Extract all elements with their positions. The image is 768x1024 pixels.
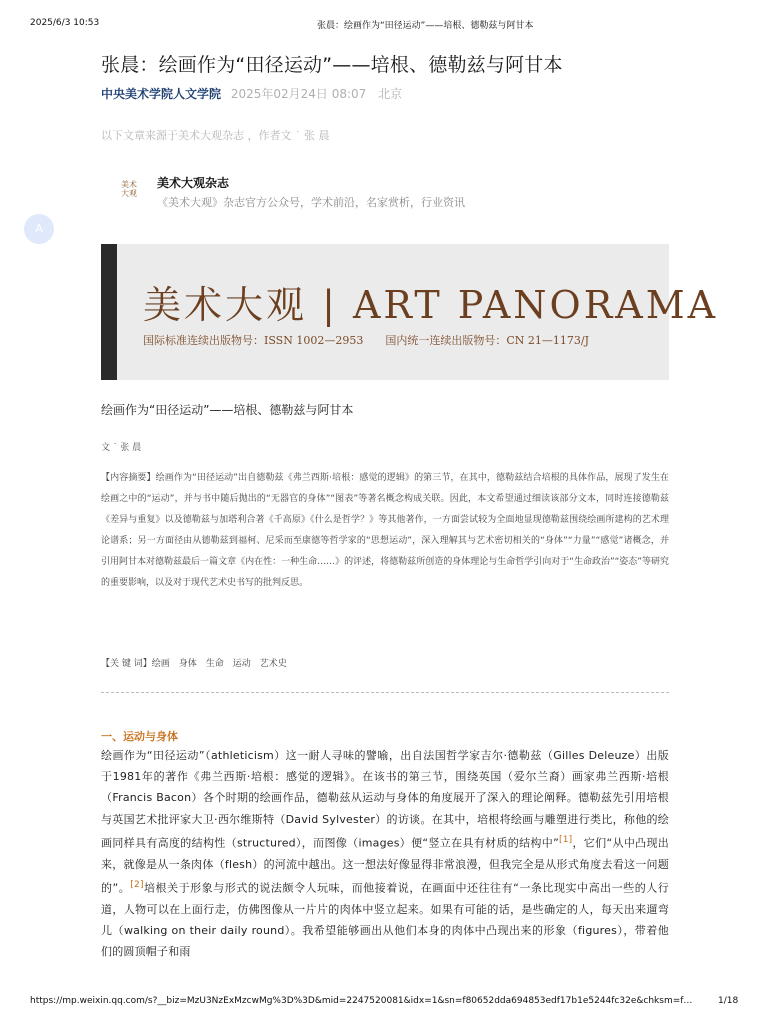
banner-issn: 国际标准连续出版物号：ISSN 1002—2953 国内统一连续出版物号：CN 21—1173/J xyxy=(143,334,589,347)
section-heading: 一、运动与身体 xyxy=(101,730,178,743)
print-page-number: 1/18 xyxy=(718,996,739,1006)
paragraph-text: 培根关于形象与形式的说法颇令人玩味，而他接着说，在画面中还往往有“一条比现实中高出一些的人行道，人物可以在上面行走，仿佛图像从一片片的肉体中竖立起来。如果有可能的话，是些确定的人，每天出来遛弯儿（walking on their daily round）。我希望能够画出从他们本身的肉体中凸现出来的形象（figures），带着他们的圆顶帽子和雨 xyxy=(101,881,669,959)
account-logo[interactable]: 美术 大观 xyxy=(121,180,137,198)
section-divider xyxy=(101,692,669,693)
print-url: https://mp.weixin.qq.com/s?__biz=MzU3NzExMzcwMg%3D%3D&mid=2247520081&idx=1&sn=f80652dda694853edf17b1e5244fc32e&chksm=f… xyxy=(30,996,693,1006)
account-description: 《美术大观》杂志官方公众号，学术前沿，名家赏析，行业资讯 xyxy=(157,196,465,209)
article-author: 文 ˙ 张 晨 xyxy=(101,443,142,453)
article-title: 张晨：绘画作为“田径运动”——培根、德勒兹与阿甘本 xyxy=(101,54,563,76)
body-paragraph xyxy=(101,745,669,962)
print-datetime: 2025/6/3 10:53 xyxy=(30,18,100,28)
paragraph-text: ，它们“从中凸现出来，就像是从一条肉体（flesh）的河流中越出。这一想法好像显得非常浪漫，但我完全是从形式角度去看这一问题的”。 xyxy=(101,836,670,895)
source-account-link[interactable]: 中央美术学院人文学院 xyxy=(101,87,222,101)
banner-dark-bar xyxy=(101,244,117,380)
magazine-banner-image xyxy=(101,244,719,380)
account-name[interactable]: 美术大观杂志 xyxy=(157,176,230,190)
floating-action-button[interactable]: A xyxy=(24,214,54,244)
publish-date: 2025年02月24日 08:07 xyxy=(230,87,367,101)
article-meta xyxy=(101,85,402,102)
article-abstract: 【内容摘要】绘画作为“田径运动”出自德勒兹《弗兰西斯·培根：感觉的逻辑》的第三节，在其中，德勒兹结合培根的具体作品，展现了发生在绘画之中的“运动”，并与书中随后抛出的“无器官的身体”“图表”等著名概念构成关联。因此，本文希望通过细读该部分文本，同时连接德勒兹《差异与重复》以及德勒兹与加塔利合著《千高原》《什么是哲学？》等其他著作，一方面尝试较为全面地显现德勒兹围绕绘画所建构的艺术理论谱系；另一方面径由从德勒兹到福柯、尼采而至康德等哲学家的“思想运动”，深入理解其与艺术密切相关的“身体”“力量”“感觉”诸概念，并引用阿甘本对德勒兹最后一篇文章《内在性：一种生命……》的评述，将德勒兹所创造的身体理论与生命哲学引向对于“生命政治”“姿态”等研究的重要影响，以及对于现代艺术史书写的批判反思。 xyxy=(101,473,669,588)
article-subtitle: 绘画作为“田径运动”——培根、德勒兹与阿甘本 xyxy=(101,403,354,417)
article-keywords: 【关 键 词】绘画 身体 生命 运动 艺术史 xyxy=(101,659,287,669)
banner-logo: 美术大观 | ART PANORAMA xyxy=(143,283,719,327)
publish-location: 北京 xyxy=(378,87,403,101)
paragraph-text: 绘画作为“田径运动”（athleticism）这一耐人寻味的譬喻，出自法国哲学家吉尔·德勒兹（Gilles Deleuze）出版于1981年的著作《弗兰西斯·培根：感觉的逻辑》。在该书的第三节，围绕英国（爱尔兰裔）画家弗兰西斯·培根（Francis Bacon）各个时期的绘画作品，德勒兹从运动与身体的角度展开了深入的理论阐释。德勒兹先引用培根与英国艺术批评家大卫·西尔维斯特（David Sylvester）的访谈。在其中，培根将绘画与雕塑进行类比，称他的绘画同样具有高度的结构性（structured），而图像（images）便“竖立在具有材质的结构中” xyxy=(101,749,669,850)
footnote-ref-2[interactable]: [2] xyxy=(130,879,144,890)
print-doc-title: 张晨：绘画作为“田径运动”——培根、德勒兹与阿甘本 xyxy=(317,21,534,31)
source-note: 以下文章来源于美术大观杂志 ，作者文 ˙ 张 晨 xyxy=(101,129,330,142)
footnote-ref-1[interactable]: [1] xyxy=(558,834,573,845)
